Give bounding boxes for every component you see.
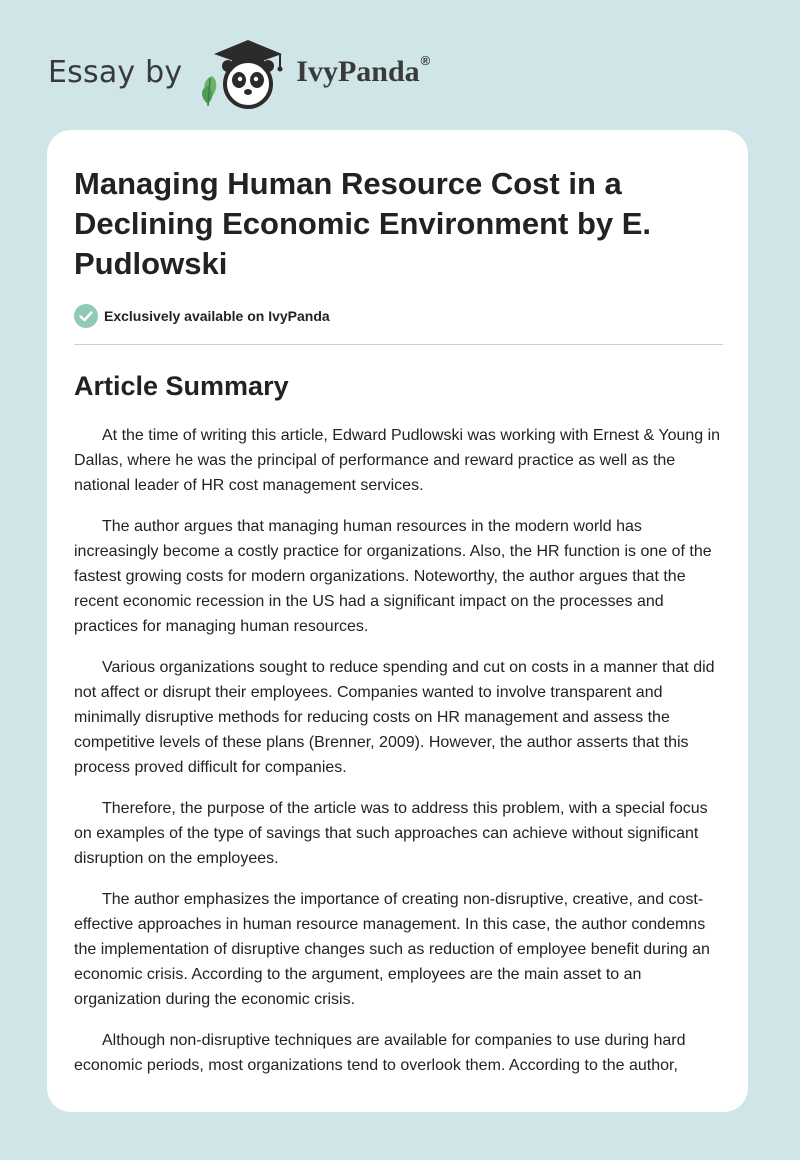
panda-logo-icon[interactable] [196, 34, 292, 110]
site-header [48, 34, 430, 110]
paragraph: The author emphasizes the importance of creating non-disruptive, creative, and cost-effective approaches in human resource management. In this case, the author condemns the implementation of disruptive changes such as reduction of employee benefit during an economic crisis. According to the argument, employees are the main asset to an organization during the economic crisis. [74, 891, 710, 1008]
paragraph: Although non-disruptive techniques are available for companies to use during hard economic periods, most organizations tend to overlook them. According to the author, [74, 1032, 686, 1074]
check-circle-icon [74, 304, 98, 328]
essay-by-label: Essay by [48, 54, 183, 90]
paragraph: At the time of writing this article, Edward Pudlowski was working with Ernest & Young in Dallas, where he was the principal of performance and reward practice as well as the national leader of HR cost management services. [74, 427, 721, 494]
paragraph: Various organizations sought to reduce spending and cut on costs in a manner that did not affect or disrupt their employees. Companies wanted to involve transparent and minimally disruptive methods for reducing costs on HR management and assess the competitive levels of these plans (Brenner, 2009). However, the author asserts that this process proved difficult for companies. [74, 659, 715, 776]
exclusive-badge [74, 304, 723, 328]
article-title: Managing Human Resource Cost in a Declining Economic Environment by E. Pudlowski [74, 166, 652, 281]
article-card [47, 130, 748, 1112]
brand-name[interactable]: IvyPanda [296, 55, 420, 88]
paragraph: The author argues that managing human resources in the modern world has increasingly become a costly practice for organizations. Also, the HR function is one of the fastest growing costs for modern organizations. Noteworthy, the author argues that the recent economic recession in the US had a significant impact on the processes and practices for managing human resources. [74, 518, 712, 635]
section-heading: Article Summary [74, 371, 289, 401]
divider [74, 344, 723, 345]
paragraph: Therefore, the purpose of the article was to address this problem, with a special focus on examples of the type of savings that such approaches can achieve without significant disruption on the employees. [74, 800, 708, 867]
badge-label: Exclusively available on IvyPanda [104, 308, 330, 324]
registered-mark: ® [420, 52, 431, 68]
